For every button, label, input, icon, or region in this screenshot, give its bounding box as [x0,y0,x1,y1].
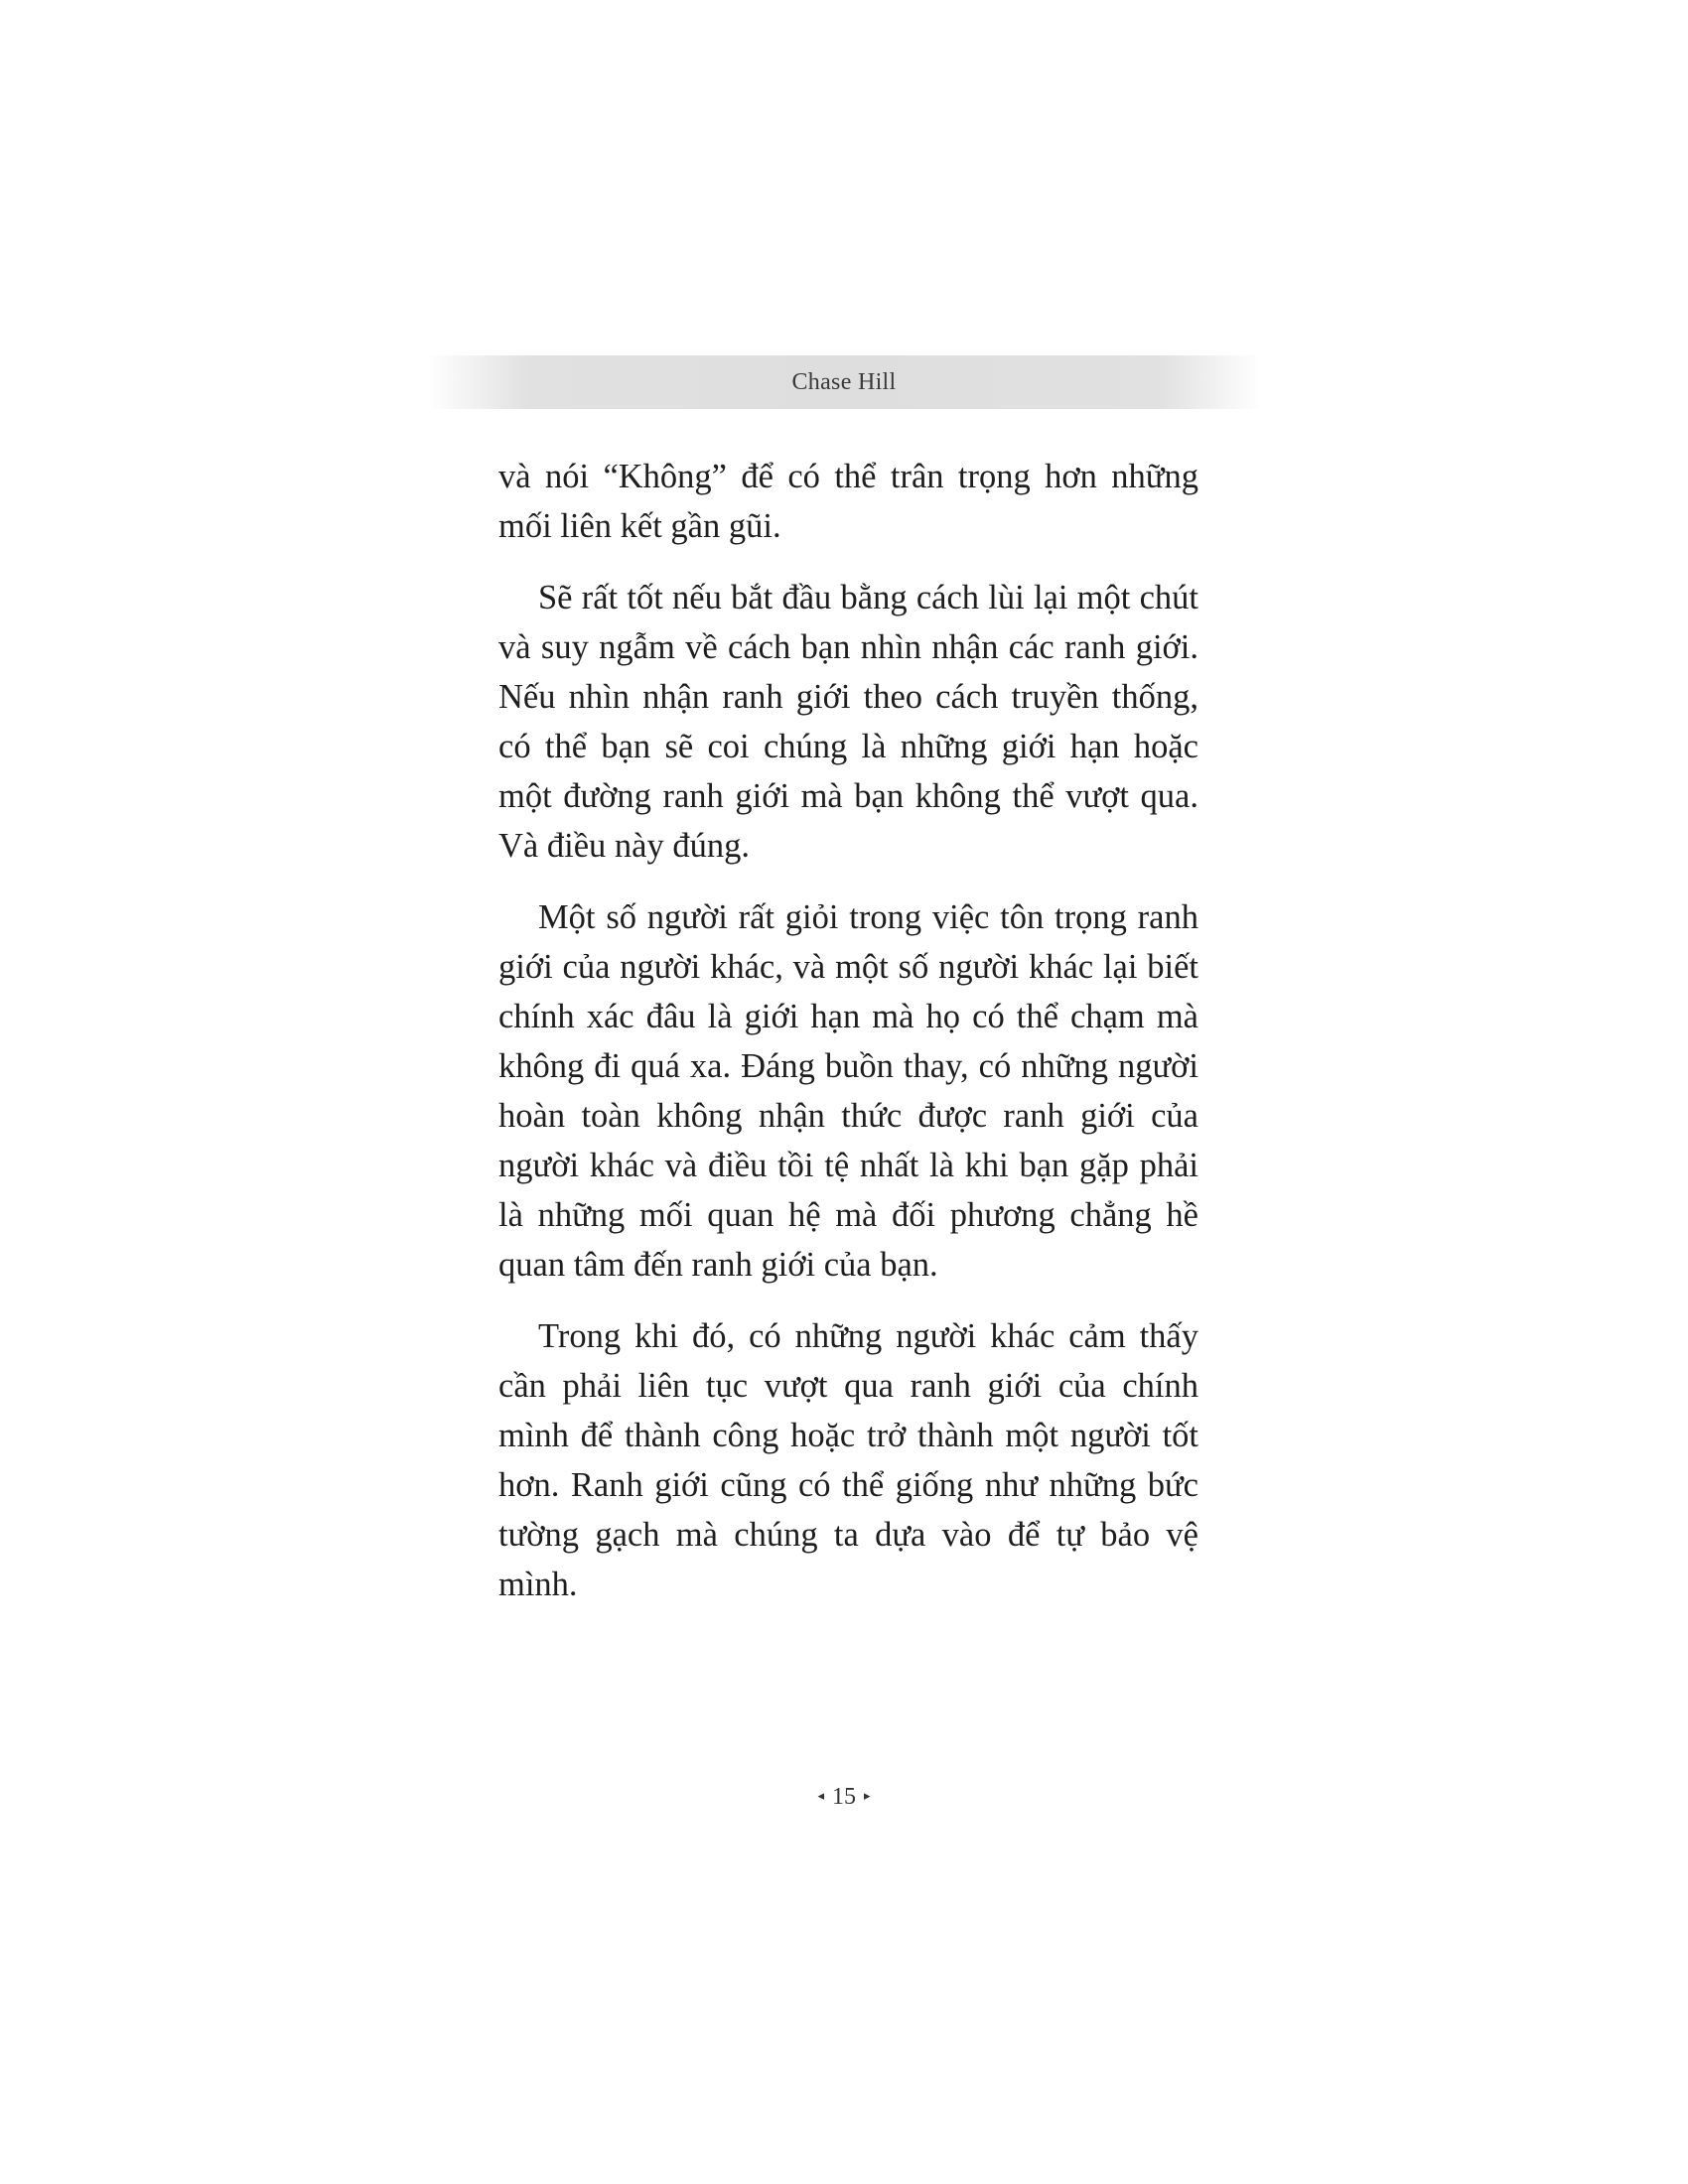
page-footer [0,1784,1688,1811]
paragraph-1: và nói “Không” để có thể trân trọng hơn những mối liên kết gần gũi. [498,458,1198,545]
paragraph-2: Sẽ rất tốt nếu bắt đầu bằng cách lùi lại một chút và suy ngẫm về cách bạn nhìn nhận các ranh giới. Nếu nhìn nhận ranh giới theo cách truyền thống, có thể bạn sẽ coi chúng là những giới hạn hoặc một đường ranh giới mà bạn không thể vượt qua. Và điều này đúng. [498,579,1198,865]
body-text [498,452,1198,1631]
right-triangle-icon: ▸ [864,1788,871,1804]
left-triangle-icon: ◂ [817,1788,824,1804]
paragraph-4: Trong khi đó, có những người khác cảm thấy cần phải liên tục vượt qua ranh giới của chính mình để thành công hoặc trở thành một người tốt hơn. Ranh giới cũng có thể giống như những bức tường gạch mà chúng ta dựa vào để tự bảo vệ mình. [498,1317,1198,1603]
paragraph-3: Một số người rất giỏi trong việc tôn trọng ranh giới của người khác, và một số người khác lại biết chính xác đâu là giới hạn mà họ có thể chạm mà không đi quá xa. Đáng buồn thay, có những người hoàn toàn không nhận thức được ranh giới của người khác và điều tồi tệ nhất là khi bạn gặp phải là những mối quan hệ mà đối phương chẳng hề quan tâm đến ranh giới của bạn. [498,898,1198,1284]
running-header-title: Chase Hill [791,369,897,395]
page-number: 15 [832,1784,856,1810]
